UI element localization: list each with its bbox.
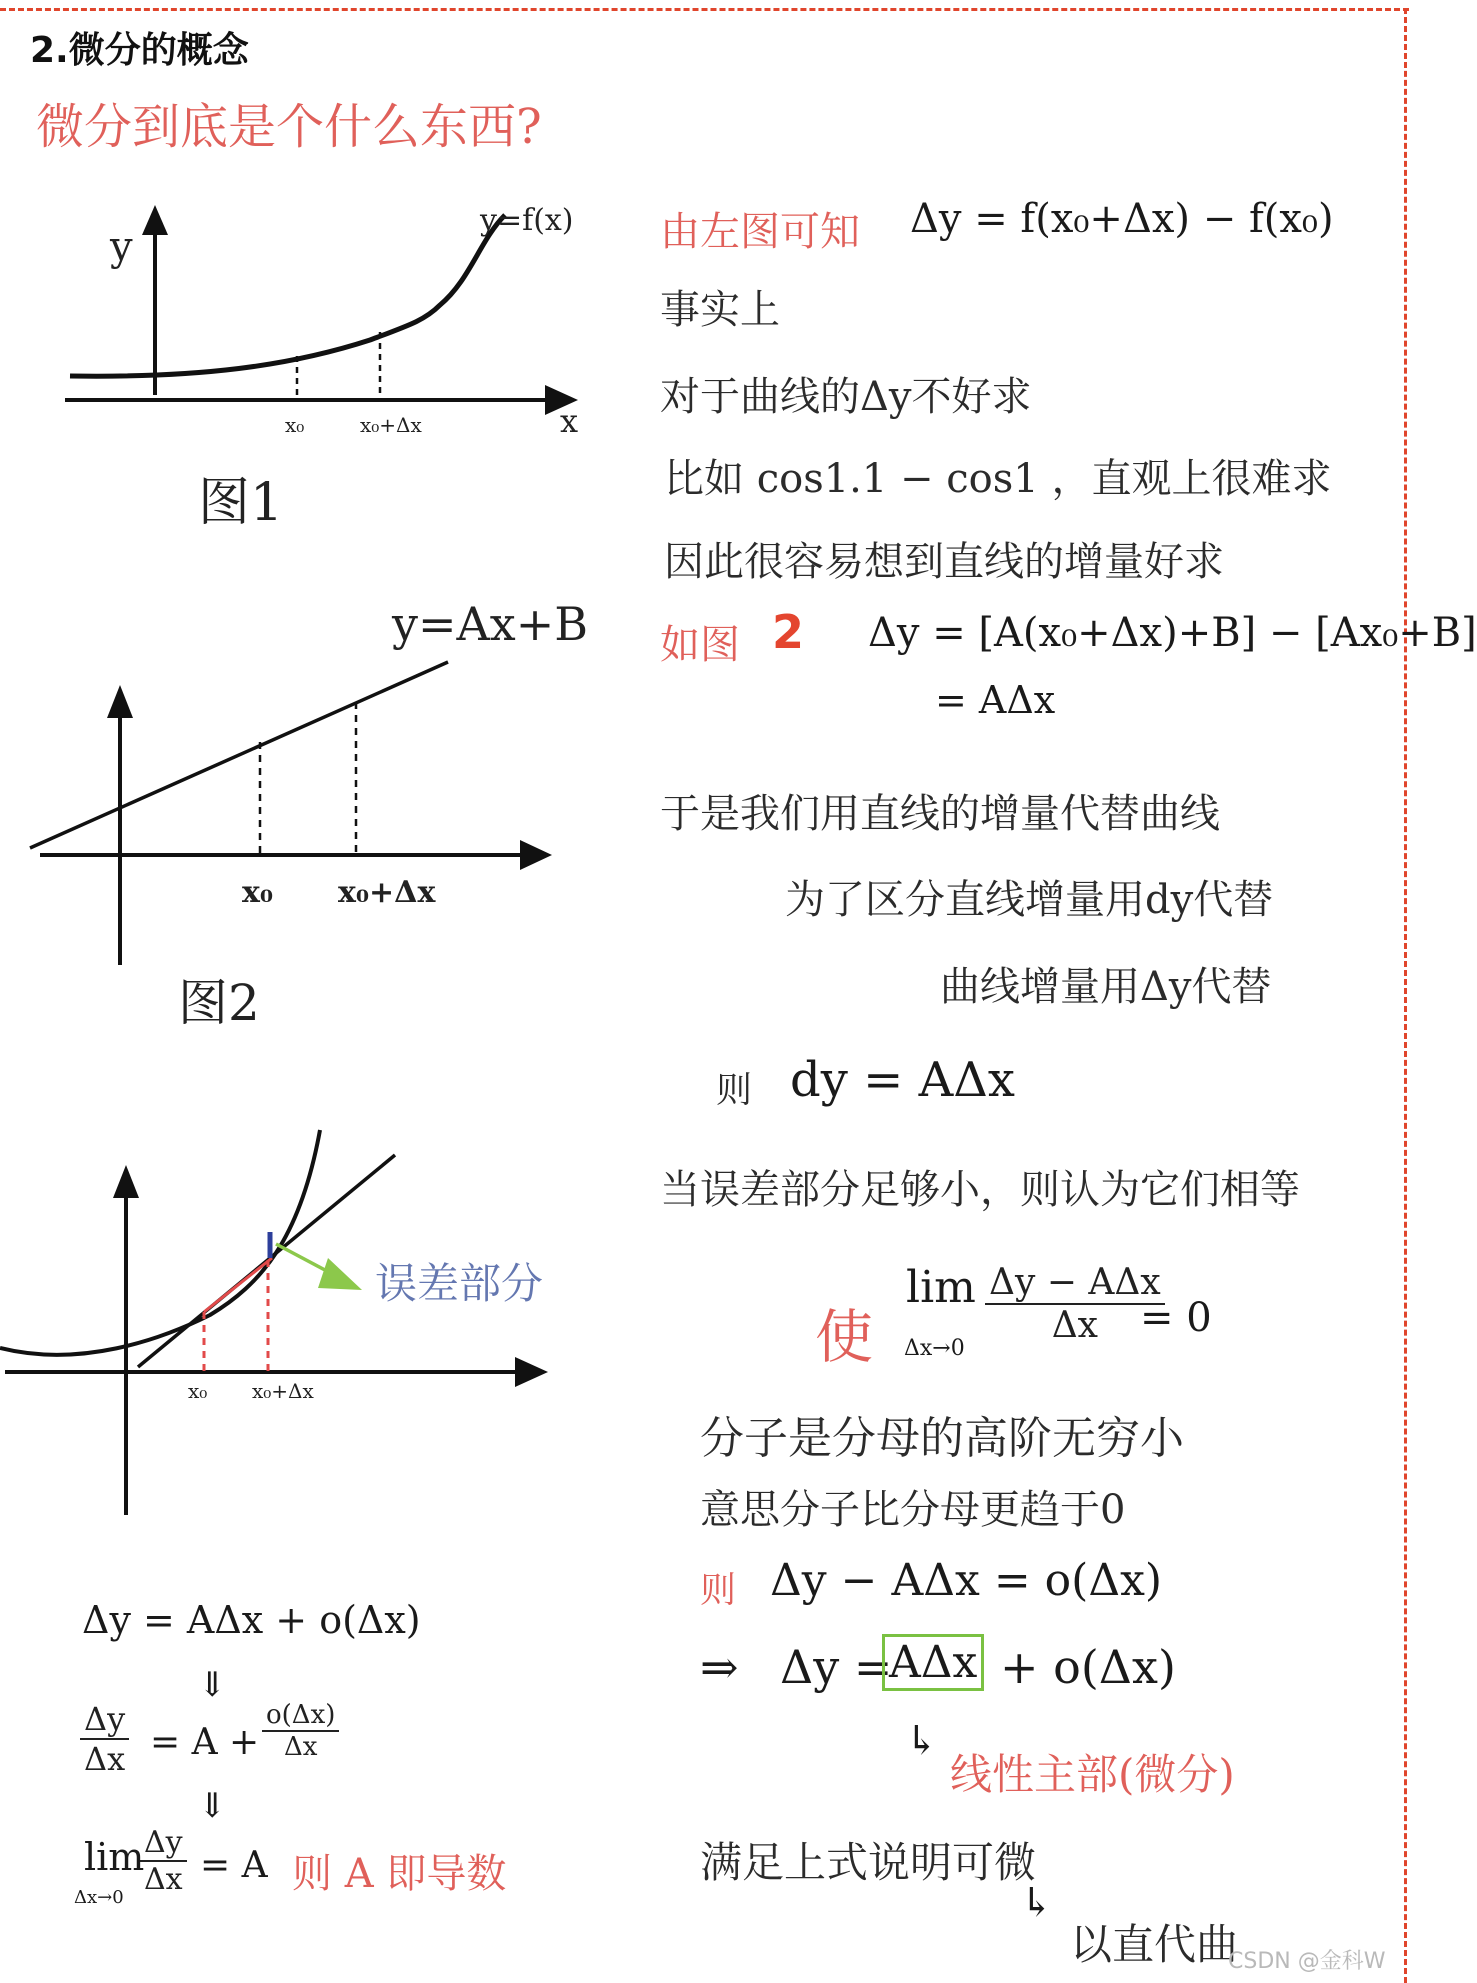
r-eq-zero: = 0 [1140, 1295, 1212, 1341]
left-lim: lim [84, 1835, 145, 1879]
r-line3: 对于曲线的Δy不好求 [660, 374, 1032, 420]
fig3-y-arrow-icon [113, 1165, 139, 1198]
r-line15-formula: Δy − AΔx = o(Δx) [770, 1555, 1163, 1606]
r-line11: 当误差部分足够小，则认为它们相等 [660, 1167, 1300, 1213]
r-line13: 分子是分母的高阶无穷小 [700, 1413, 1184, 1464]
left-down-arrow-icon-2: ⇓ [198, 1786, 227, 1826]
r-line6-number: 2 [772, 605, 805, 659]
dashed-border-right [1404, 8, 1407, 1983]
r-line18: 满足上式说明可微 [700, 1838, 1037, 1887]
r-line1-formula: Δy = f(x₀+Δx) − f(x₀) [910, 196, 1334, 242]
r-line16-b: + o(Δx) [1000, 1640, 1176, 1694]
fig2-x-arrow-icon [520, 840, 552, 870]
left-frac2-den: Δx [283, 1732, 318, 1762]
figure-3 [0, 1120, 600, 1520]
fig2-x0dx-label: x₀+Δx [338, 875, 436, 910]
figure-1 [50, 160, 610, 560]
fig3-secant-line [204, 1258, 272, 1312]
r-lim-sub: Δx→0 [904, 1336, 965, 1361]
fig1-caption: 图1 [198, 473, 284, 533]
question-title: 微分到底是个什么东西? [36, 99, 542, 155]
fig1-x0dx-label: x₀+Δx [360, 413, 422, 437]
fig3-x0-label: x₀ [188, 1379, 208, 1403]
r-line19: 以直代曲 [1070, 1920, 1239, 1969]
r-line12-prefix: 使 [815, 1303, 874, 1371]
left-eq2-mid: = A + [150, 1722, 260, 1763]
r-hook-icon-1: ↳ [905, 1718, 939, 1764]
left-frac1 [80, 1700, 129, 1778]
r-line6-prefix: 如图 [660, 622, 740, 668]
fig1-curve [70, 215, 505, 376]
r-line14: 意思分子比分母更趋于0 [700, 1487, 1126, 1533]
fig3-x0dx-label: x₀+Δx [252, 1379, 314, 1403]
r-line17: 线性主部(微分) [950, 1750, 1235, 1799]
dashed-border-top [0, 8, 1409, 11]
r-lim-frac-den: Δx [1051, 1305, 1098, 1346]
left-eq3-tail: = A [200, 1845, 268, 1886]
r-line16-a: Δy = [780, 1640, 893, 1694]
figure-2 [20, 590, 600, 1050]
r-line4: 比如 cos1.1 − cos1 ，直观上很难求 [664, 456, 1332, 502]
watermark: CSDN @金科W [1228, 1949, 1386, 1974]
left-eq1: Δy = AΔx + o(Δx) [82, 1598, 421, 1642]
fig3-error-label: 误差部分 [375, 1259, 544, 1308]
r-line6b: = AΔx [935, 678, 1056, 722]
fig2-line [30, 662, 448, 848]
r-lim: lim [906, 1262, 976, 1313]
fig1-x-label: x [560, 402, 579, 440]
r-lim-frac-num: Δy − AΔx [985, 1262, 1165, 1305]
r-line9: 曲线增量用Δy代替 [940, 964, 1272, 1010]
fig2-line-label: y=Ax+B [392, 597, 589, 651]
fig1-y-label: y [110, 224, 133, 270]
r-hook-icon-2: ↳ [1020, 1880, 1054, 1926]
left-lim-sub: Δx→0 [74, 1887, 124, 1908]
left-frac3 [140, 1825, 187, 1897]
left-frac1-num: Δy [80, 1700, 129, 1740]
r-line16-boxed: AΔx [882, 1634, 984, 1691]
fig3-green-arrow-icon [318, 1258, 362, 1290]
fig2-y-arrow-icon [107, 685, 133, 718]
left-frac3-den: Δx [144, 1862, 183, 1897]
r-line5: 因此很容易想到直线的增量好求 [664, 539, 1224, 585]
fig1-curve-label: y=f(x) [480, 203, 574, 238]
left-frac1-den: Δx [84, 1740, 126, 1778]
r-line10-formula: dy = AΔx [790, 1052, 1015, 1108]
left-frac2-num: o(Δx) [262, 1700, 339, 1732]
fig2-x0-label: x₀ [242, 875, 274, 910]
left-frac3-num: Δy [140, 1825, 187, 1862]
r-line1-prefix: 由左图可知 [660, 209, 860, 255]
fig1-y-arrow-icon [142, 205, 168, 235]
r-line8: 为了区分直线增量用dy代替 [785, 877, 1274, 923]
r-line2: 事实上 [660, 287, 780, 333]
left-note: 则 A 即导数 [292, 1851, 507, 1897]
fig2-caption: 图2 [178, 974, 260, 1032]
r-line6-formula: Δy = [A(x₀+Δx)+B] − [Ax₀+B] [868, 610, 1477, 656]
fig3-x-arrow-icon [515, 1357, 548, 1387]
left-down-arrow-icon-1: ⇓ [198, 1665, 227, 1705]
r-implies-icon: ⇒ [700, 1640, 739, 1694]
fig1-x0-label: x₀ [285, 413, 305, 437]
r-line15-prefix: 则 [700, 1570, 737, 1611]
left-frac2 [262, 1700, 339, 1762]
r-line10-prefix: 则 [716, 1070, 753, 1111]
r-line7: 于是我们用直线的增量代替曲线 [660, 791, 1220, 837]
section-heading: 2.微分的概念 [30, 30, 249, 71]
r-lim-frac [985, 1262, 1165, 1346]
